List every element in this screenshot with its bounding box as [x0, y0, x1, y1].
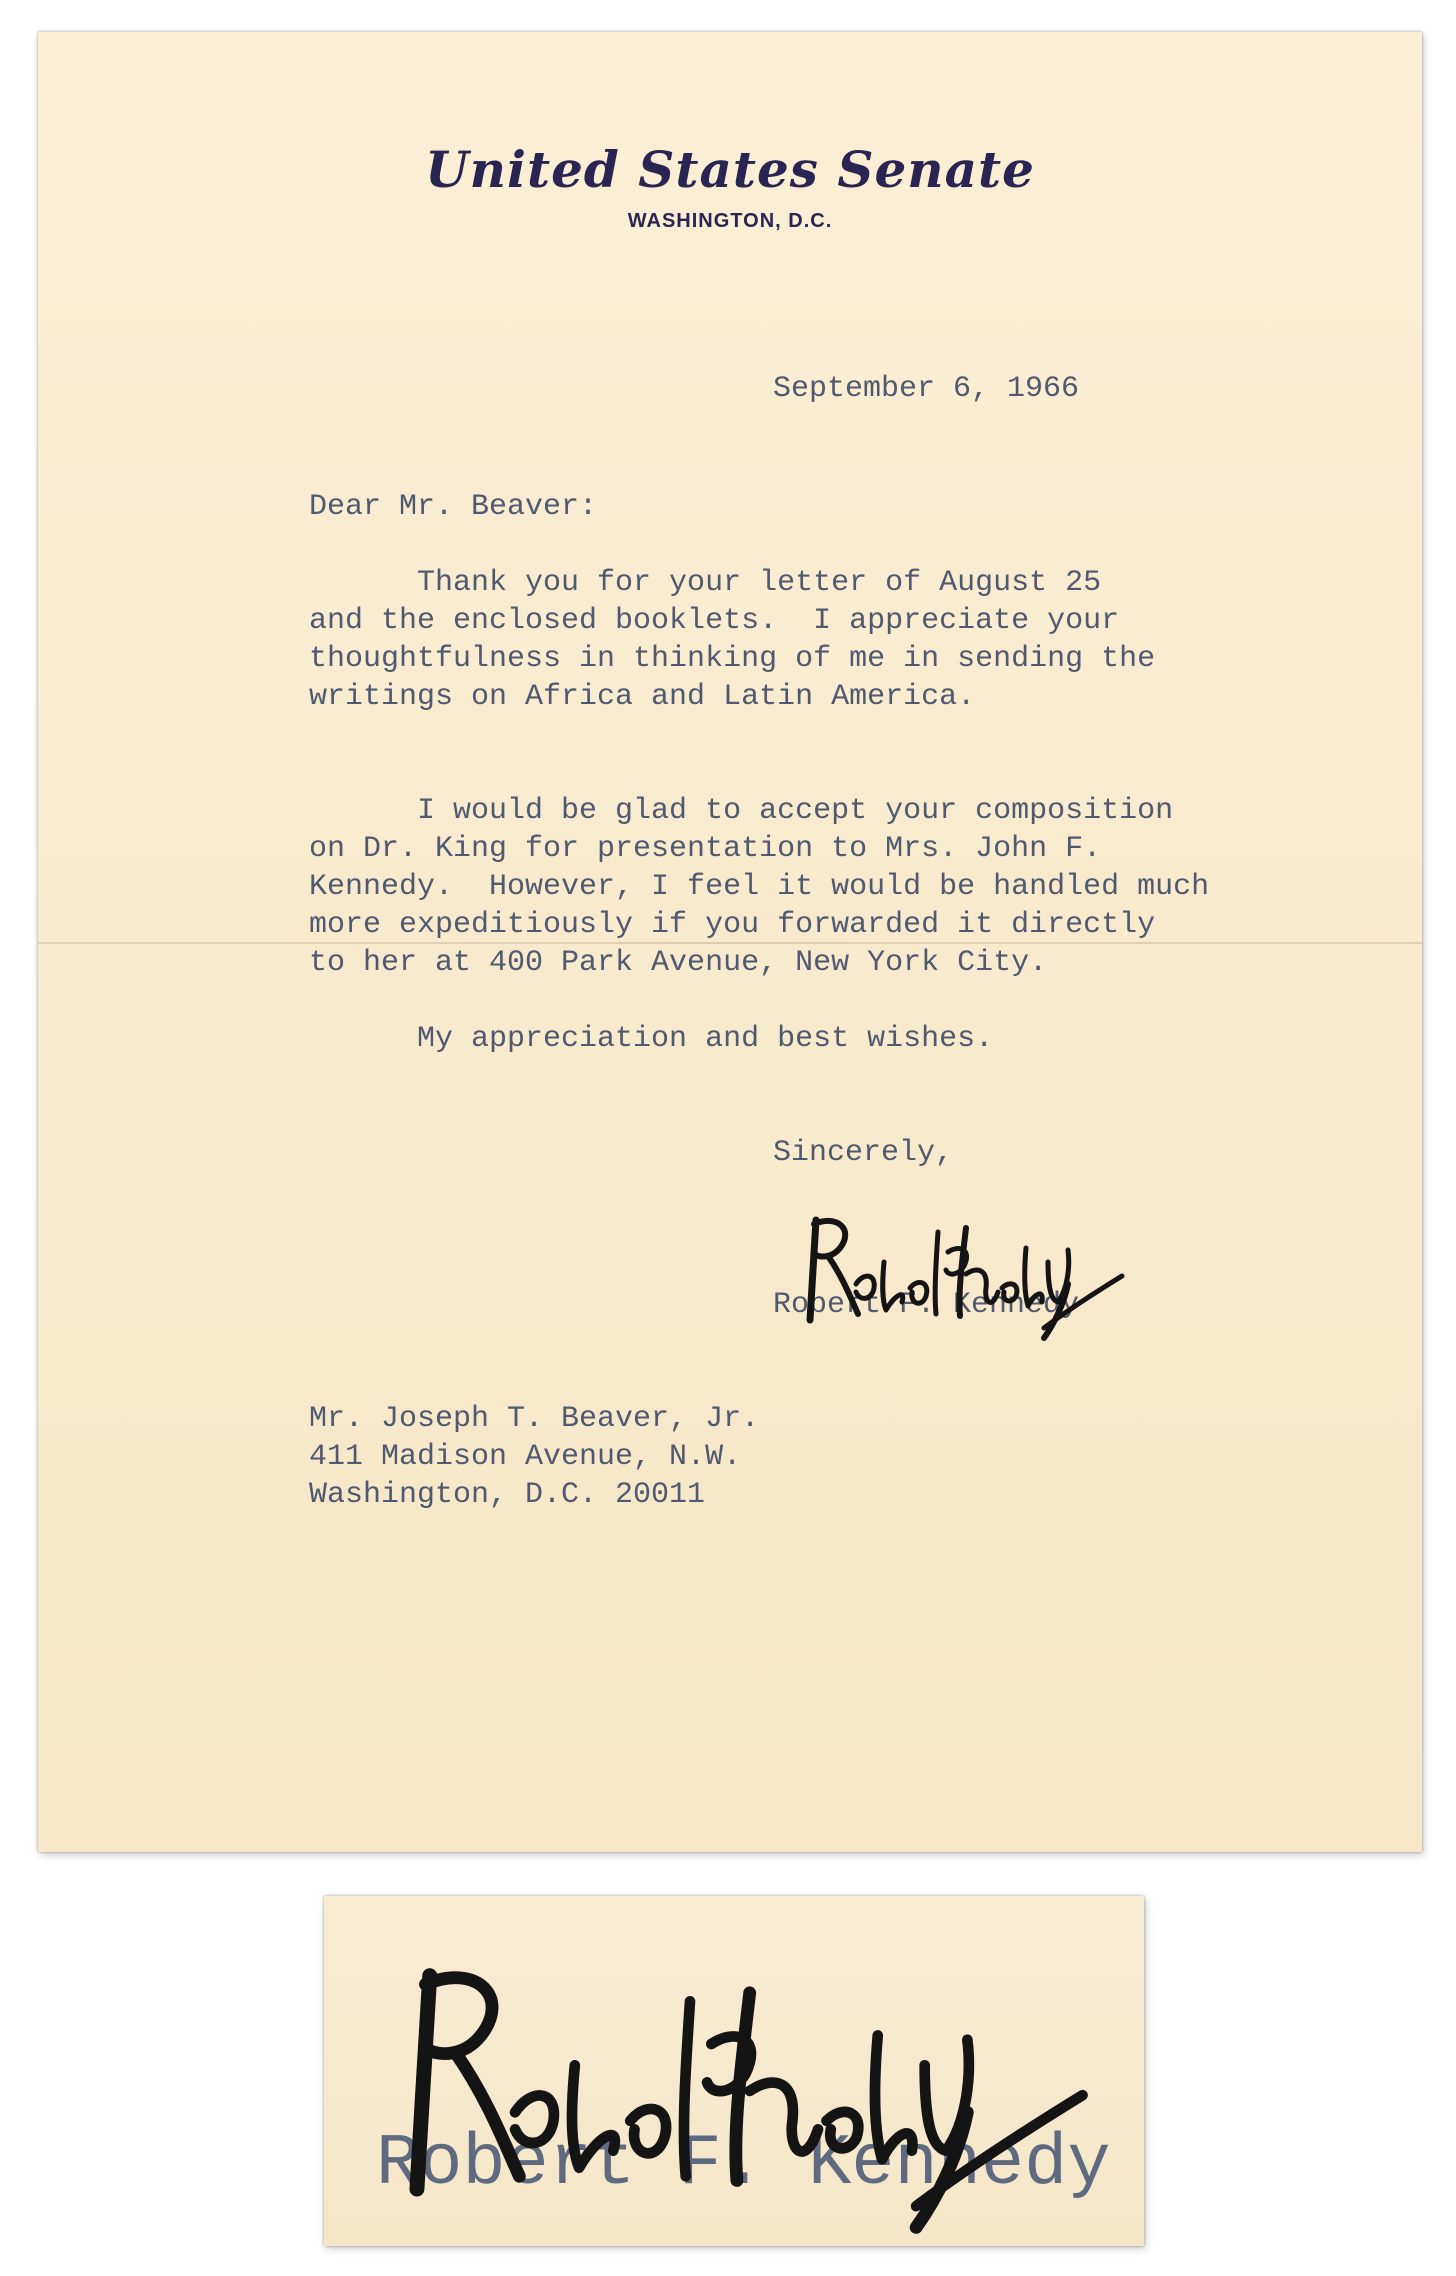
letter-date: September 6, 1966 [773, 372, 1080, 406]
letterhead-title: United States Senate [425, 140, 1035, 199]
recipient-address: Mr. Joseph T. Beaver, Jr. 411 Madison Avenue, N.W. Washington, D.C. 20011 [309, 1402, 760, 1512]
salutation: Dear Mr. Beaver: [309, 490, 598, 524]
handwritten-signature [798, 1192, 1138, 1342]
body-paragraph-2: I would be glad to accept your composition on Dr. King for presentation to Mrs. John F. Kennedy. However, I feel it would be handled much more expeditiously if you forwarded it directly to her at 400 Park Avenue, New York City. [309, 794, 1210, 980]
body-paragraph-3: My appreciation and best wishes. [309, 1022, 994, 1056]
signature-detail-inset [324, 1896, 1144, 2246]
closing: Sincerely, [773, 1136, 954, 1170]
letter-page [38, 32, 1422, 1852]
body-paragraph-1: Thank you for your letter of August 25 and the enclosed booklets. I appreciate your thoughtfulness in thinking of me in sending the writings on Africa and Latin America. [309, 566, 1156, 714]
detail-handwritten-signature [384, 1916, 1124, 2236]
typed-signature-name: Robert F. Kennedy [773, 1288, 1080, 1322]
letterhead-subtitle: WASHINGTON, D.C. [627, 210, 833, 232]
detail-typed-signature-name: Robert F. Kennedy [376, 2123, 1111, 2205]
